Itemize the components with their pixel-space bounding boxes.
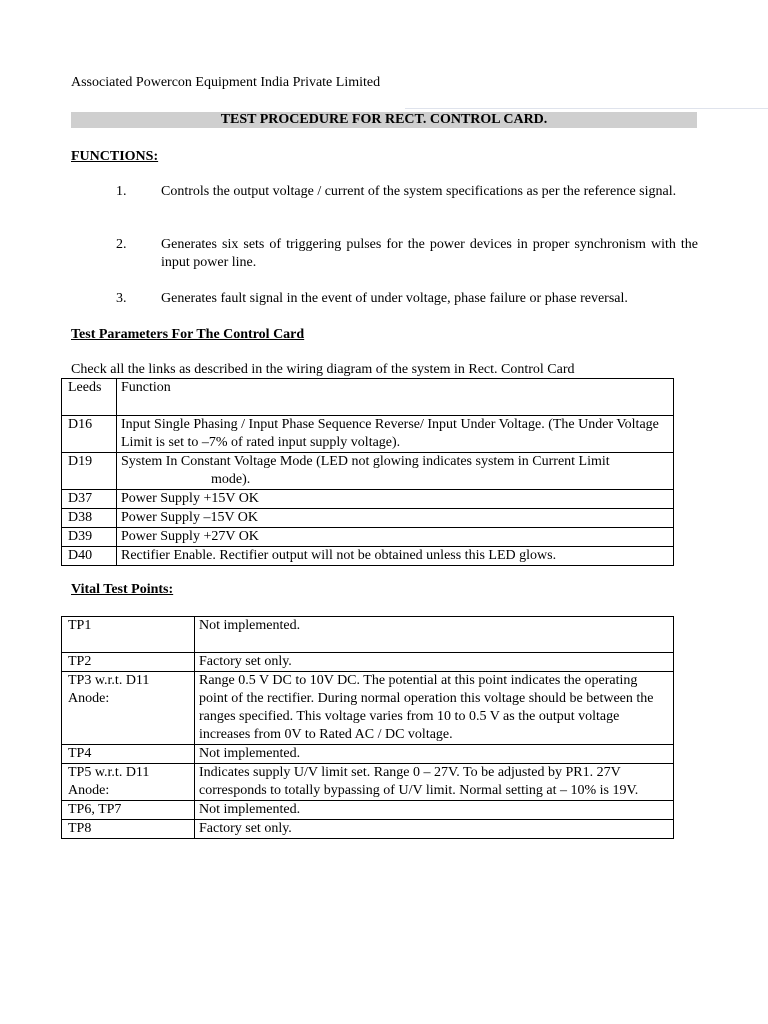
led-function: Power Supply +15V OK (117, 490, 674, 509)
table-row (62, 764, 674, 801)
led-id: D38 (62, 509, 117, 528)
table-row (62, 745, 674, 764)
led-id: D40 (62, 547, 117, 566)
led-function: Input Single Phasing / Input Phase Sequence Reverse/ Input Under Voltage. (The Under Voltage Limit is set to –7% of rated input supply voltage). (117, 416, 674, 453)
test-point: TP8 (62, 820, 195, 839)
table-row (62, 528, 674, 547)
functions-heading: FUNCTIONS: (71, 149, 159, 164)
table-row (62, 820, 674, 839)
table-row (62, 801, 674, 820)
led-function: Rectifier Enable. Rectifier output will not be obtained unless this LED glows. (117, 547, 674, 566)
led-id: D37 (62, 490, 117, 509)
function-item (116, 236, 698, 272)
table-row (62, 547, 674, 566)
led-function-line: mode). (211, 472, 251, 487)
test-point (62, 672, 195, 745)
vital-test-points-table (61, 616, 674, 839)
test-point-line: Anode: (68, 691, 110, 706)
function-text: Controls the output voltage / current of the system specifications as per the reference signal. (161, 184, 677, 199)
function-number: 1. (116, 184, 127, 199)
header-rule (405, 108, 768, 109)
led-function: Power Supply –15V OK (117, 509, 674, 528)
test-point: TP4 (62, 745, 195, 764)
function-text: Generates fault signal in the event of under voltage, phase failure or phase reversal. (161, 291, 628, 306)
table-row (62, 617, 674, 653)
function-text: Generates six sets of triggering pulses for the power devices in proper synchronism with the input power line. (161, 237, 698, 270)
document-title: TEST PROCEDURE FOR RECT. CONTROL CARD. (71, 112, 697, 128)
function-number: 3. (116, 291, 127, 306)
test-point-line: TP5 w.r.t. D11 (68, 765, 150, 780)
table-row (62, 490, 674, 509)
table-row (62, 672, 674, 745)
table-header-row (62, 379, 674, 416)
table-row (62, 509, 674, 528)
test-parameters-heading: Test Parameters For The Control Card (71, 327, 305, 342)
led-function: Power Supply +27V OK (117, 528, 674, 547)
function-item (116, 183, 698, 201)
table-row (62, 453, 674, 490)
test-point-desc: Not implemented. (195, 745, 674, 764)
function-item (116, 290, 698, 308)
table-row (62, 653, 674, 672)
header-function: Function (117, 379, 674, 416)
led-function-table (61, 378, 674, 566)
test-point: TP1 (62, 617, 195, 653)
test-point-desc: Range 0.5 V DC to 10V DC. The potential at this point indicates the operating point of the rectifier. During normal operation this voltage should be between the ranges specified. This voltage varies from 10 to 0.5 V as the output voltage increases from 0V to Rated AC / DC voltage. (195, 672, 674, 745)
led-function-line: System In Constant Voltage Mode (LED not glowing indicates system in Current Limit (121, 454, 610, 469)
header-leeds: Leeds (62, 379, 117, 416)
test-point-line: TP3 w.r.t. D11 (68, 673, 150, 688)
test-point-desc: Factory set only. (195, 820, 674, 839)
led-id: D19 (62, 453, 117, 490)
test-point-desc: Factory set only. (195, 653, 674, 672)
led-id: D39 (62, 528, 117, 547)
table-row (62, 416, 674, 453)
test-point: TP2 (62, 653, 195, 672)
test-parameters-intro: Check all the links as described in the wiring diagram of the system in Rect. Control Card (71, 362, 575, 377)
test-point: TP6, TP7 (62, 801, 195, 820)
led-id: D16 (62, 416, 117, 453)
vital-test-points-heading: Vital Test Points: (71, 582, 174, 597)
test-point (62, 764, 195, 801)
function-number: 2. (116, 237, 127, 252)
led-function (117, 453, 674, 490)
company-name: Associated Powercon Equipment India Private Limited (71, 75, 381, 90)
test-point-line: Anode: (68, 783, 110, 798)
test-point-desc: Indicates supply U/V limit set. Range 0 – 27V. To be adjusted by PR1. 27V corresponds to totally bypassing of U/V limit. Normal setting at – 10% is 19V. (195, 764, 674, 801)
test-point-desc: Not implemented. (195, 801, 674, 820)
test-point-desc: Not implemented. (195, 617, 674, 653)
